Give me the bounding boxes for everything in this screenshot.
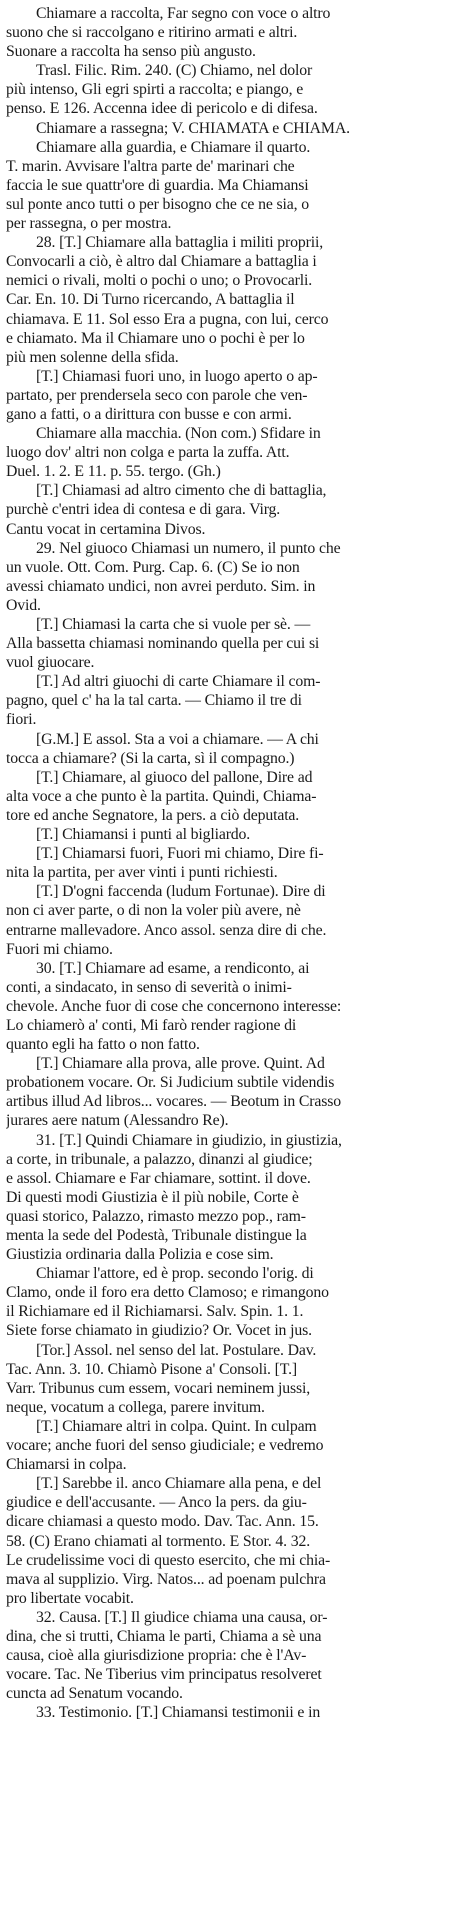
text-line: jurares aere natum (Alessandro Re). (6, 1112, 229, 1130)
text-line: tocca a chiamare? (Si la carta, sì il compagno.) (6, 749, 295, 767)
text-line: 30. [T.] Chiamare ad esame, a rendiconto, ai (36, 959, 310, 977)
text-line: Di questi modi Giustizia è il più nobile, Corte è (6, 1188, 299, 1206)
text-line: pagno, quel c' ha la tal carta. — Chiamo il tre di (6, 692, 302, 710)
text-line: e assol. Chiamare e Far chiamare, sottint. il dove. (6, 1169, 311, 1187)
text-line: [T.] Chiamasi fuori uno, in luogo aperto o ap- (36, 367, 318, 385)
text-line: 33. Testimonio. [T.] Chiamansi testimonii e in (36, 1704, 321, 1722)
text-line: neque, vocatum a collega, parere invitum. (6, 1398, 265, 1416)
text-line: entrarne mallevadore. Anco assol. senza dire di che. (6, 921, 327, 939)
text-line: sul ponte anco tutti o per bisogno che ce ne sia, o (6, 195, 309, 213)
text-line: luogo dov' altri non colga e parta la zuffa. Att. (6, 444, 290, 462)
text-line: Chiamare alla macchia. (Non com.) Sfidare in (36, 425, 321, 443)
text-line: conti, a sindacato, in senso di severità o inimi- (6, 978, 292, 996)
text-line: [T.] Ad altri giuochi di carte Chiamare il com- (36, 673, 321, 691)
text-line: e chiamato. Ma il Chiamare uno o pochi è per lo (6, 329, 305, 347)
text-line: [Tor.] Assol. nel senso del lat. Postulare. Dav. (36, 1341, 317, 1359)
text-line: a corte, in tribunale, a palazzo, dinanzi al giudice; (6, 1150, 313, 1168)
text-line: [T.] Chiamasi la carta che si vuole per sè. — (36, 616, 311, 633)
text-line: Clamo, onde il foro era detto Clamoso; e rimangono (6, 1284, 329, 1302)
text-line: [G.M.] E assol. Sta a voi a chiamare. — A chi (36, 730, 319, 748)
text-line: cuncta ad Senatum vocando. (6, 1685, 183, 1703)
text-line: Varr. Tribunus cum essem, vocari neminem jussi, (6, 1379, 311, 1397)
text-line: Siete forse chiamato in giudizio? Or. Vocet in jus. (6, 1322, 312, 1340)
text-line: Duel. 1. 2. E 11. p. 55. tergo. (Gh.) (6, 463, 221, 481)
text-line: Convocarli a ciò, è altro dal Chiamare a battaglia i (6, 253, 317, 271)
text-line: suono che si raccolgano e ritirino armati e altri. (6, 24, 298, 42)
text-line: Trasl. Filic. Rim. 240. (C) Chiamo, nel dolor (36, 62, 313, 80)
text-line: Lo chiamerò a' conti, Mi farò render ragione di (6, 1016, 297, 1034)
text-line: un vuole. Ott. Com. Purg. Cap. 6. (C) Se io non (6, 558, 300, 576)
text-line: penso. E 126. Accenna idee di pericolo e di difesa. (6, 100, 318, 118)
text-line: [T.] Chiamarsi fuori, Fuori mi chiamo, Dire fi- (36, 845, 324, 863)
text-line: [T.] Chiamare alla prova, alle prove. Quint. Ad (36, 1055, 325, 1073)
text-line: Le crudelissime voci di questo esercito, che mi chia- (6, 1551, 331, 1569)
text-line: [T.] Sarebbe il. anco Chiamare alla pena, e del (36, 1475, 322, 1493)
text-line: T. marin. Avvisare l'altra parte de' marinari che (6, 157, 295, 175)
text-line: 29. Nel giuoco Chiamasi un numero, il punto che (36, 539, 341, 557)
text-line: probationem vocare. Or. Si Judicium subtile videndis (6, 1074, 335, 1092)
text-line: chiamava. E 11. Sol esso Era a pugna, con lui, cerco (6, 310, 329, 328)
text-line: Chiamare alla guardia, e Chiamare il quarto. (36, 138, 311, 156)
text-line: dina, che si trutti, Chiama le parti, Chiama a sè una (6, 1627, 322, 1645)
text-line: più men solenne della sfida. (6, 348, 179, 366)
text-line: giudice e dell'accusante. — Anco la pers. da giu- (6, 1494, 307, 1512)
text-line: nemici o rivali, molti o pochi o uno; o Provocarli. (6, 272, 313, 290)
text-line: Car. En. 10. Di Turno ricercando, A battaglia il (6, 291, 295, 309)
text-line: 32. Causa. [T.] Il giudice chiama una causa, or- (36, 1608, 328, 1626)
text-line: faccia le sue quattr'ore di guardia. Ma Chiamansi (6, 176, 309, 194)
text-line: [T.] Chiamansi i punti al bigliardo. (36, 826, 251, 844)
text-line: [T.] D'ogni faccenda (ludum Fortunae). Dire di (36, 883, 326, 901)
text-line: Suonare a raccolta ha senso più angusto. (6, 43, 256, 61)
text-line: Fuori mi chiamo. (6, 940, 113, 958)
text-line: dicare chiamasi a questo modo. Dav. Tac. Ann. 15. (6, 1513, 319, 1531)
text-line: più intenso, Gli egri spirti a raccolta; e piango, e (6, 81, 304, 99)
text-line: avessi chiamato undici, non avrei perduto. Sim. in (6, 577, 316, 595)
text-line: vocare; anche fuori del senso giudiciale; e vedremo (6, 1437, 324, 1455)
text-line: artibus illud Ad libros... vocares. — Beotum in Crasso (6, 1093, 342, 1111)
text-line: Alla bassetta chiamasi nominando quella per cui si (6, 635, 320, 653)
text-line: vuol giuocare. (6, 654, 95, 672)
text-line: partato, per prendersela seco con parole che ven- (6, 386, 308, 404)
text-line: mava al supplizio. Virg. Natos... ad poenam pulchra (6, 1570, 326, 1588)
text-line: causa, cioè alla giurisdizione propria: che è l'Av- (6, 1647, 307, 1665)
text-line: [T.] Chiamare altri in colpa. Quint. In culpam (36, 1417, 317, 1435)
text-line: 31. [T.] Quindi Chiamare in giudizio, in giustizia, (36, 1131, 342, 1149)
text-line: [T.] Chiamasi ad altro cimento che di battaglia, (36, 482, 327, 500)
text-line: quasi storico, Palazzo, rimasto mezzo pop., ram- (6, 1207, 306, 1225)
text-line: fiori. (6, 711, 37, 729)
text-line: quanto egli ha fatto o non fatto. (6, 1036, 200, 1054)
text-line: 28. [T.] Chiamare alla battaglia i militi proprii, (36, 234, 323, 252)
text-line: Giustizia ordinaria dalla Polizia e cose sim. (6, 1246, 274, 1264)
text-line: pro libertate vocabit. (6, 1589, 134, 1607)
text-line: Ovid. (6, 596, 41, 614)
text-line: 58. (C) Erano chiamati al tormento. E Stor. 4. 32. (6, 1532, 310, 1550)
text-line: purchè c'entri idea di contesa e di gara. Virg. (6, 501, 281, 519)
text-line: gano a fatti, o a dirittura con busse e con armi. (6, 405, 292, 423)
text-line: il Richiamare ed il Richiamarsi. Salv. Spin. 1. 1. (6, 1303, 304, 1321)
text-line: [T.] Chiamare, al giuoco del pallone, Dire ad (36, 768, 313, 786)
text-line: Chiamare a raccolta, Far segno con voce o altro (36, 5, 331, 22)
text-line: Chiamarsi in colpa. (6, 1456, 127, 1474)
text-line: Chiamar l'attore, ed è prop. secondo l'orig. di (36, 1265, 314, 1283)
text-line: Chiamare a rassegna; V. CHIAMATA e CHIAMA. (36, 119, 350, 137)
text-line: vocare. Tac. Ne Tiberius vim principatus resolveret (6, 1666, 322, 1684)
text-line: Tac. Ann. 3. 10. Chiamò Pisone a' Consoli. [T.] (6, 1360, 298, 1378)
text-line: non ci aver parte, o di non la voler più avere, nè (6, 902, 301, 920)
text-line: tore ed anche Segnatore, la pers. a ciò deputata. (6, 806, 300, 824)
text-line: alta voce a che punto è la partita. Quindi, Chiama- (6, 787, 317, 805)
text-line: Cantu vocat in certamina Divos. (6, 520, 206, 538)
text-line: menta la sede del Podestà, Tribunale distingue la (6, 1227, 307, 1244)
text-line: nita la partita, per aver vinti i punti richiesti. (6, 864, 278, 882)
text-line: per rassegna, o per mostra. (6, 215, 172, 233)
text-line: chevole. Anche fuor di cose che concernono interesse: (6, 997, 342, 1015)
